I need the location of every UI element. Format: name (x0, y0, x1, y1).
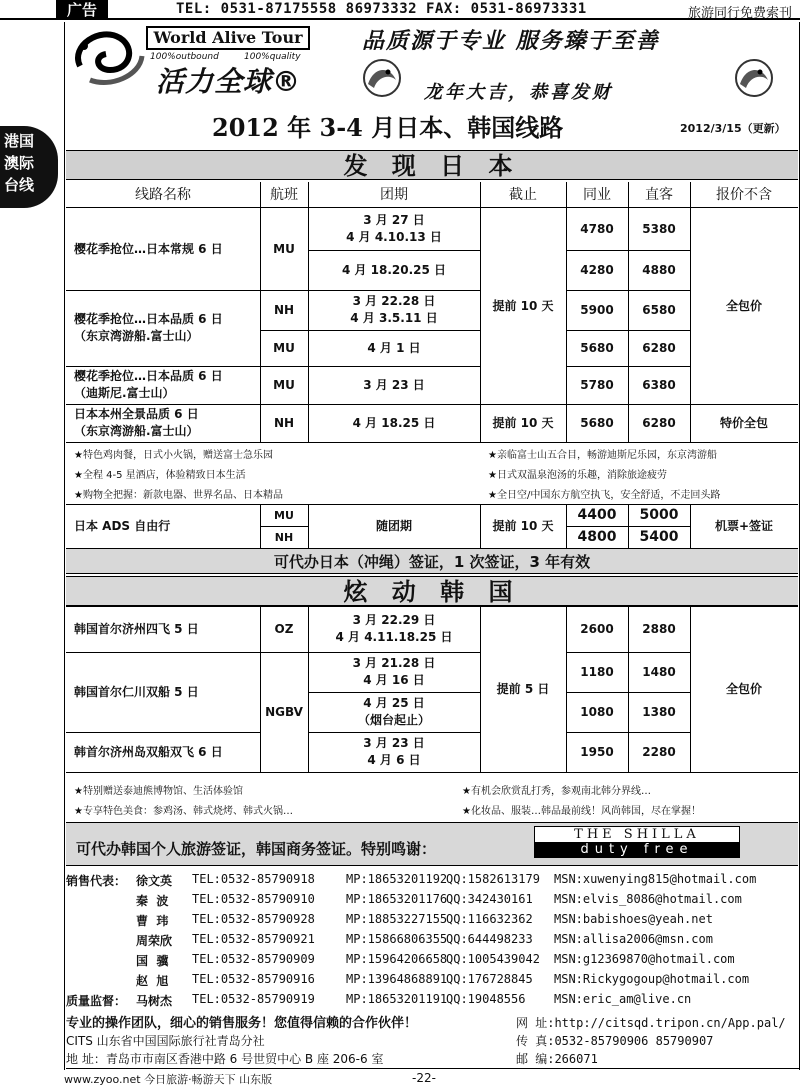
price-excludes: 全包价 (725, 681, 762, 696)
feature-note: ★日式双温泉泡汤的乐趣，消除旅途疲劳 (488, 470, 667, 481)
feature-note: ★全日空/中国东方航空执飞，安全舒适，不走回头路 (488, 490, 721, 501)
side-tab-line: 澳际 (4, 154, 35, 172)
col-exclusions: 报价不含 (716, 186, 772, 203)
departure-dates: 4 月 18.20.25 日 (341, 262, 447, 277)
sales-contact-msn: MSN:elvis_8086@hotmail.com (554, 892, 742, 906)
korea-section-heading: 炫 动 韩 国 (66, 576, 798, 606)
trade-price: 5780 (580, 377, 614, 392)
company-name: CITS 山东省中国国际旅行社青岛分社 (66, 1034, 265, 1048)
slogan: 品质源于专业 服务臻于至善 (362, 29, 660, 54)
sales-contact-msn: MSN:Rickygogoup@hotmail.com (554, 972, 750, 986)
sales-contact-msn: MSN:xuwenying815@hotmail.com (554, 872, 757, 886)
brand-name-en: World Alive Tour (146, 26, 310, 50)
sponsor-logo (534, 826, 740, 858)
korea-visa-notice: 可代办韩国个人旅游签证，韩国商务签证。特别鸣谢： (76, 840, 437, 858)
sales-contact-qq: QQ:116632362 (446, 912, 533, 926)
route-name: 樱花季抢位…日本品质 6 日 （迪斯尼.富士山） (74, 369, 223, 400)
route-name: 日本本州全景品质 6 日 （东京湾游船.富士山） (74, 407, 199, 438)
departure-dates: 4 月 18.25 日 (352, 415, 436, 430)
retail-price: 4880 (642, 262, 676, 277)
sales-contact-qq: QQ:19048556 (446, 992, 526, 1006)
trade-price: 4400 (577, 506, 617, 523)
company-website: 网 址:http://citsqd.tripon.cn/App.pal/ (516, 1016, 786, 1030)
col-dates: 团期 (380, 186, 408, 203)
sponsor-logo-top: THE SHILLA (574, 827, 700, 842)
ad-label: 广告 (56, 0, 108, 20)
col-route-name: 线路名称 (135, 186, 191, 203)
booking-deadline: 提前 5 日 (496, 681, 550, 696)
sales-contact-qq: QQ:342430161 (446, 892, 533, 906)
departure-dates: 3 月 27 日 4 月 4.10.13 日 (346, 213, 442, 244)
sales-contact-name: 国 骥 (136, 954, 169, 968)
brand-name-cn: 活力全球® (156, 65, 302, 98)
retail-price: 6380 (642, 377, 676, 392)
footer-rule (66, 1068, 800, 1069)
trade-price: 5680 (580, 415, 614, 430)
route-name: 樱花季抢位…日本常规 6 日 (74, 241, 223, 256)
retail-price: 2880 (642, 621, 676, 636)
col-retail-price: 直客 (645, 186, 673, 203)
departure-dates: 3 月 23 日 4 月 6 日 (363, 736, 425, 767)
new-year-wish: 龙年大吉，恭喜发财 (424, 82, 613, 103)
departure-dates: 3 月 23 日 (363, 377, 425, 392)
departure-dates: 3 月 22.28 日 4 月 3.5.11 日 (350, 294, 438, 325)
sales-contact-mp: MP:15964206658 (346, 952, 448, 966)
retail-price: 1480 (642, 664, 676, 679)
booking-deadline: 提前 10 天 (492, 518, 554, 533)
sales-contact-qq: QQ:1005439042 (446, 952, 540, 966)
trade-price: 5900 (580, 302, 614, 317)
feature-note: ★化妆品、服装…韩品最前线！风尚韩国，尽在掌握！ (462, 806, 701, 817)
trade-price: 4800 (577, 528, 617, 545)
route-name: 日本 ADS 自由行 (74, 518, 171, 533)
header-contact: TEL: 0531-87175558 86973332 FAX: 0531-86973331 (176, 1, 587, 17)
sales-contact-mp: MP:18653201176 (346, 892, 448, 906)
side-tab-line: 港国 (4, 132, 35, 150)
price-excludes: 特价全包 (719, 415, 768, 430)
flight-code: MU (273, 241, 295, 256)
sponsor-logo-bottom: duty free (535, 842, 739, 857)
retail-price: 6280 (642, 340, 676, 355)
feature-note: ★全程 4-5 星酒店，体验精致日本生活 (74, 470, 246, 481)
flight-code: NH (273, 302, 295, 317)
flight-code: MU (274, 508, 294, 522)
japan-section-heading: 发 现 日 本 (66, 150, 798, 180)
feature-note: ★特别赠送泰迪熊博物馆、生活体验馆 (74, 786, 243, 797)
sales-contact-msn: MSN:babishoes@yeah.net (554, 912, 713, 926)
sales-contact-role: 质量监督： (66, 994, 127, 1008)
footer-motto: 专业的操作团队，细心的销售服务！您值得信赖的合作伙伴！ (66, 1016, 418, 1031)
departure-dates: 3 月 22.29 日 4 月 4.11.18.25 日 (335, 613, 453, 644)
departure-dates: 随团期 (375, 518, 412, 533)
sales-contact-name: 徐文英 (136, 874, 173, 888)
sales-contact-tel: TEL:0532-85790916 (192, 972, 315, 986)
swirl-logo-icon (70, 26, 146, 90)
sales-contact-mp: MP:18653201191 (346, 992, 448, 1006)
feature-note: ★有机会欣赏乱打秀，参观南北韩分界线… (462, 786, 651, 797)
trade-price: 4280 (580, 262, 614, 277)
feature-note: ★亲临富士山五合目，畅游迪斯尼乐园，东京湾游船 (488, 450, 717, 461)
page-number: -22- (412, 1071, 436, 1085)
flight-code: NGBV (265, 704, 303, 719)
dragon-icon (732, 56, 776, 100)
sales-contact-mp: MP:15866806355 (346, 932, 448, 946)
side-tab-line: 台线 (4, 176, 35, 194)
trade-price: 5680 (580, 340, 614, 355)
company-address: 地 址：青岛市市南区香港中路 6 号世贸中心 B 座 206-6 室 (66, 1052, 384, 1066)
feature-note: ★购物全把握：新款电器、世界名品、日本精品 (74, 490, 283, 501)
trade-price: 4780 (580, 221, 614, 236)
sales-contact-tel: TEL:0532-85790918 (192, 872, 315, 886)
feature-note: ★专享特色美食：参鸡汤、韩式烧烤、韩式火锅… (74, 806, 293, 817)
sales-contact-msn: MSN:allisa2006@msn.com (554, 932, 713, 946)
flight-code: MU (273, 377, 295, 392)
trade-price: 1080 (580, 704, 614, 719)
sales-contact-name: 秦 波 (136, 894, 169, 908)
departure-dates: 4 月 25 日 （烟台起止） (357, 696, 430, 727)
sales-contact-qq: QQ:1582613179 (446, 872, 540, 886)
flight-code: NH (273, 415, 295, 430)
japan-visa-notice: 可代办日本（冲绳）签证，1 次签证，3 年有效 (66, 548, 798, 574)
booking-deadline: 提前 10 天 (492, 415, 554, 430)
retail-price: 1380 (642, 704, 676, 719)
sales-contact-msn: MSN:g12369870@hotmail.com (554, 952, 735, 966)
trade-price: 2600 (580, 621, 614, 636)
sales-contact-tel: TEL:0532-85790910 (192, 892, 315, 906)
sales-contact-tel: TEL:0532-85790909 (192, 952, 315, 966)
col-flight: 航班 (270, 186, 298, 203)
route-name: 韩国首尔仁川双船 5 日 (74, 684, 199, 699)
flight-code: MU (273, 340, 295, 355)
retail-price: 5400 (639, 528, 679, 545)
sales-contact-mp: MP:13964868891 (346, 972, 448, 986)
retail-price: 5000 (639, 506, 679, 523)
page-title: 2012 年 3-4 月日本、韩国线路 (212, 113, 564, 142)
sales-contact-mp: MP:18853227155 (346, 912, 448, 926)
sales-contact-qq: QQ:176728845 (446, 972, 533, 986)
retail-price: 5380 (642, 221, 676, 236)
price-excludes: 机票+签证 (714, 518, 774, 533)
price-excludes: 全包价 (725, 298, 762, 313)
index-label: 旅游同行免费索刊 (687, 6, 792, 21)
trade-price: 1180 (580, 664, 614, 679)
col-deadline: 截止 (509, 186, 537, 203)
sales-contact-name: 马树杰 (136, 994, 173, 1008)
sales-contact-name: 曹 玮 (136, 914, 169, 928)
route-name: 韩首尔济州岛双船双飞 6 日 (74, 744, 223, 759)
brand-tag-left: 100%outbound (150, 52, 219, 62)
col-trade-price: 同业 (583, 186, 611, 203)
dragon-icon (360, 56, 404, 100)
sales-contact-tel: TEL:0532-85790928 (192, 912, 315, 926)
side-tab (0, 126, 58, 208)
sales-contact-role: 销售代表： (66, 874, 127, 888)
feature-note: ★特色鸡肉餐，日式小火锅，赠送富士急乐园 (74, 450, 273, 461)
company-zip: 邮 编:266071 (516, 1052, 598, 1066)
publication-site: www.zyoo.net 今日旅游·畅游天下 山东版 (64, 1073, 273, 1086)
sales-contact-tel: TEL:0532-85790919 (192, 992, 315, 1006)
sales-contact-tel: TEL:0532-85790921 (192, 932, 315, 946)
company-fax: 传 真:0532-85790906 85790907 (516, 1034, 714, 1048)
departure-dates: 3 月 21.28 日 4 月 16 日 (352, 656, 436, 687)
sales-contact-qq: QQ:644498233 (446, 932, 533, 946)
retail-price: 2280 (642, 744, 676, 759)
departure-dates: 4 月 1 日 (367, 340, 421, 355)
flight-code: NH (274, 530, 294, 544)
retail-price: 6580 (642, 302, 676, 317)
retail-price: 6280 (642, 415, 676, 430)
sales-contact-name: 周荣欣 (136, 934, 173, 948)
sales-contact-name: 赵 旭 (136, 974, 169, 988)
flight-code: OZ (274, 621, 294, 636)
booking-deadline: 提前 10 天 (492, 298, 554, 313)
route-name: 樱花季抢位…日本品质 6 日 （东京湾游船.富士山） (74, 312, 223, 343)
trade-price: 1950 (580, 744, 614, 759)
sales-contact-mp: MP:18653201192 (346, 872, 448, 886)
route-name: 韩国首尔济州四飞 5 日 (74, 621, 199, 636)
brand-tag-right: 100%quality (244, 52, 301, 62)
sales-contact-msn: MSN:eric_am@live.cn (554, 992, 692, 1006)
update-date: 2012/3/15（更新） (680, 122, 786, 135)
